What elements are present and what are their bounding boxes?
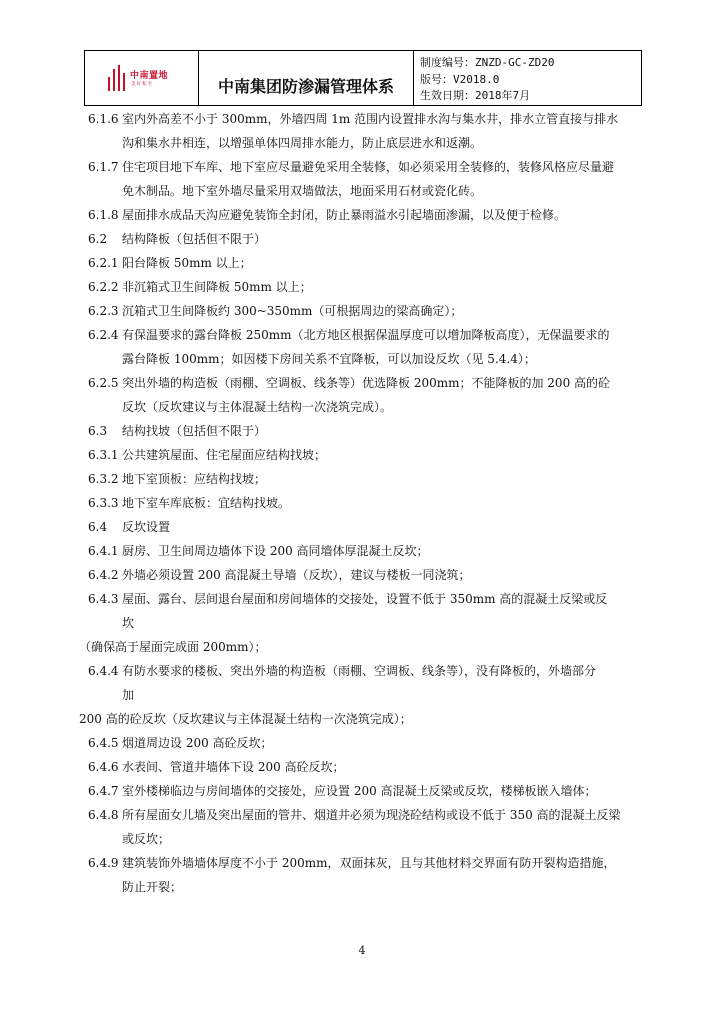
clause-number: 6.3.3 [88, 496, 119, 510]
text-line [88, 275, 648, 299]
clause-text: 加 [122, 688, 135, 702]
clause-text: 建筑装饰外墙墙体厚度不小于 200mm，双面抹灰，且与其他材料交界面有防开裂构造措施， [122, 856, 616, 870]
text-line [88, 443, 648, 467]
clause-number: 6.2.3 [88, 304, 119, 318]
clause-number: 6.3 [88, 424, 108, 438]
clause-number: 6.4.3 [88, 592, 119, 606]
text-line [88, 371, 648, 395]
clause-number: 6.4.5 [88, 736, 119, 750]
doc-number: 制度编号：ZNZD-GC-ZD20 [420, 56, 555, 69]
clause-number: 6.4.8 [88, 808, 119, 822]
clause-number: 6.2.4 [88, 328, 119, 342]
text-line [88, 203, 648, 227]
logo-bars-icon [108, 65, 128, 91]
clause-text: 免木制品。地下室外墙尽量采用双墙做法，地面采用石材或瓷化砖。 [122, 184, 483, 198]
clause-number: 6.2 [88, 232, 108, 246]
page-number: 4 [358, 944, 366, 957]
clause-text: 反坎（反坎建议与主体混凝土结构一次浇筑完成）。 [122, 400, 393, 414]
text-line [88, 779, 648, 803]
text-line [88, 131, 648, 155]
text-line [88, 155, 648, 179]
text-line [88, 683, 648, 707]
document-title: 中南集团防渗漏管理体系 [199, 51, 414, 105]
text-line [88, 827, 648, 851]
clause-text: 厨房、卫生间周边墙体下设 200 高同墙体厚混凝土反坎； [122, 544, 429, 558]
clause-text: 地下室车库底板：宜结构找坡。 [122, 496, 291, 510]
clause-text: 坎 [122, 616, 135, 630]
doc-effective-date: 生效日期：2018年7月 [420, 89, 531, 102]
text-line [88, 107, 648, 131]
logo-name: 中南置地 [130, 71, 169, 81]
clause-text: 突出外墙的构造板（雨棚、空调板、线条等）优选降板 200mm；不能降板的加 200 高的砼 [122, 376, 611, 390]
text-line [88, 467, 648, 491]
clause-text: 公共建筑屋面、住宅屋面应结构找坡； [122, 448, 327, 462]
clause-number: 6.4.6 [88, 760, 119, 774]
clause-text: 露台降板 100mm；如因楼下房间关系不宜降板，可以加设反坎（见 5.4.4）； [122, 352, 536, 366]
text-line [88, 251, 648, 275]
text-line [88, 731, 648, 755]
document-meta [414, 51, 641, 105]
text-line [88, 227, 648, 251]
clause-number: 6.1.8 [88, 208, 119, 222]
clause-number: 6.1.7 [88, 160, 119, 174]
clause-text: 室外楼梯临边与房间墙体的交接处，应设置 200 高混凝土反梁或反坎，楼梯板嵌入墙体； [122, 784, 597, 798]
clause-number: 6.2.1 [88, 256, 119, 270]
text-line [88, 587, 648, 611]
clause-text: 水表间、管道井墙体下设 200 高砼反坎； [122, 760, 345, 774]
clause-text: 防止开裂； [122, 880, 183, 894]
clause-text: 或反坎； [122, 832, 171, 846]
text-line [79, 635, 648, 659]
clause-text: 非沉箱式卫生间降板 50mm 以上； [122, 280, 312, 294]
clause-text: 屋面、露台、层间退台屋面和房间墙体的交接处，设置不低于 350mm 高的混凝土反梁或反 [122, 592, 608, 606]
clause-number: 6.4.7 [88, 784, 119, 798]
clause-number: 6.1.6 [88, 112, 119, 126]
clause-number: 6.4 [88, 520, 108, 534]
text-line [88, 491, 648, 515]
text-line [88, 395, 648, 419]
clause-text: 烟道周边设 200 高砼反坎； [122, 736, 273, 750]
clause-text: 有防水要求的楼板、突出外墙的构造板（雨棚、空调板、线条等），没有降板的，外墙部分 [122, 664, 597, 678]
clause-number: 6.4.9 [88, 856, 119, 870]
text-line [79, 707, 648, 731]
clause-text: 阳台降板 50mm 以上； [122, 256, 252, 270]
text-line [88, 611, 648, 635]
clause-text: 有保温要求的露台降板 250mm（北方地区根据保温厚度可以增加降板高度），无保温要求的 [122, 328, 610, 342]
clause-text: 屋面排水成品天沟应避免装饰全封闭，防止暴雨溢水引起墙面渗漏，以及便于检修。 [122, 208, 567, 222]
clause-text: （确保高于屋面完成面 200mm）； [79, 640, 267, 654]
clause-number: 6.3.2 [88, 472, 119, 486]
company-logo [85, 51, 199, 105]
text-line [88, 515, 648, 539]
clause-number: 6.3.1 [88, 448, 119, 462]
text-line [88, 803, 648, 827]
text-line [88, 563, 648, 587]
clause-text: 室内外高差不小于 300mm，外墙四周 1m 范围内设置排水沟与集水井，排水立管直接与排水 [122, 112, 619, 126]
text-line [88, 323, 648, 347]
clause-number: 6.4.1 [88, 544, 119, 558]
clause-text: 200 高的砼反坎（反坎建议与主体混凝土结构一次浇筑完成）； [79, 712, 412, 726]
clause-text: 所有屋面女儿墙及突出屋面的管井、烟道井必须为现浇砼结构或设不低于 350 高的混凝土反梁 [122, 808, 621, 822]
text-line [88, 419, 648, 443]
logo-slogan: 美好私宅 [131, 82, 153, 87]
clause-text: 住宅项目地下车库、地下室应尽量避免采用全装修，如必须采用全装修的，装修风格应尽量避 [122, 160, 615, 174]
clause-text: 反坎设置 [122, 520, 171, 534]
document-header [84, 50, 642, 106]
clause-text: 沉箱式卫生间降板约 300~350mm（可根据周边的梁高确定）； [122, 304, 463, 318]
clause-text: 沟和集水井相连，以增强单体四周排水能力，防止底层进水和返潮。 [122, 136, 483, 150]
text-line [88, 659, 648, 683]
clause-text: 外墙必须设置 200 高混凝土导墙（反坎），建议与楼板一同浇筑； [122, 568, 471, 582]
document-body [79, 107, 648, 899]
clause-number: 6.4.2 [88, 568, 119, 582]
clause-number: 6.4.4 [88, 664, 119, 678]
clause-number: 6.2.2 [88, 280, 119, 294]
doc-version: 版号：V2018.0 [420, 72, 500, 86]
clause-text: 结构找坡（包括但不限于） [122, 424, 267, 438]
clause-text: 地下室顶板：应结构找坡； [122, 472, 267, 486]
text-line [88, 539, 648, 563]
text-line [88, 875, 648, 899]
text-line [88, 347, 648, 371]
clause-number: 6.2.5 [88, 376, 119, 390]
clause-text: 结构降板（包括但不限于） [122, 232, 267, 246]
text-line [88, 179, 648, 203]
text-line [88, 851, 648, 875]
text-line [88, 299, 648, 323]
text-line [88, 755, 648, 779]
